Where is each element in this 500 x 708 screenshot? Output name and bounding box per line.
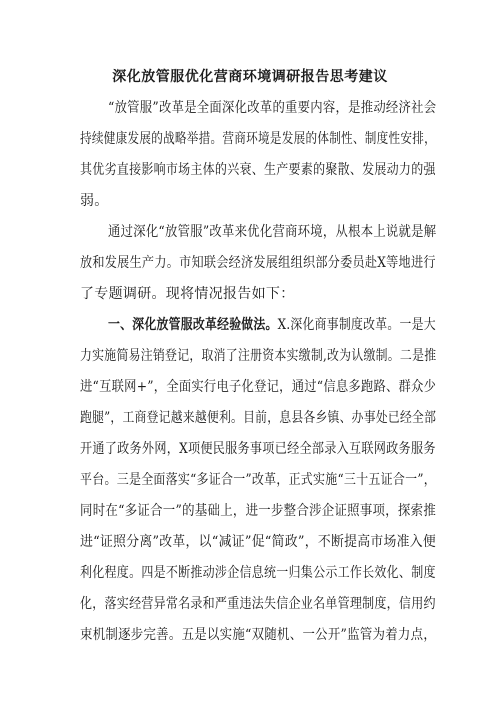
paragraph-3-line-2: 力实施简易注销登记，取消了注册资本实缴制,改为认缴制。二是推 <box>80 348 437 364</box>
paragraph-3-line-6: 平台。三是全面落实“多证合一”改革，正式实施“三十五证合一”， <box>80 472 436 488</box>
section-heading: 一、深化放管服改革经验做法。 <box>108 317 278 333</box>
paragraph-1-line-4: 弱。 <box>80 193 109 209</box>
paragraph-3-line-11: 束机制逐步完善。五是以实施“双随机、一公开”监管为着力点， <box>80 627 437 643</box>
document-title: 深化放管服优化营商环境调研报告思考建议 <box>112 69 388 85</box>
paragraph-3-line-8: 进“证照分离”改革，以“减证”促“简政”，不断提高市场准入便 <box>80 534 436 550</box>
paragraph-3-line-7: 同时在“多证合一”的基础上，进一步整合涉企证照事项，探索推 <box>80 503 437 519</box>
paragraph-3-line-1-rest: X.深化商事制度改革。一是大 <box>277 317 436 333</box>
paragraph-2-line-1: 通过深化“放管服”改革来优化营商环境，从根本上说就是解 <box>108 224 437 240</box>
paragraph-1-line-1: “放管服”改革是全面深化改革的重要内容，是推动经济社会 <box>108 100 437 116</box>
paragraph-3-line-3: 进“互联网+”，全面实行电子化登记，通过“信息多跑路、群众少 <box>80 379 437 395</box>
paragraph-3-line-1 <box>108 316 436 334</box>
paragraph-2-line-2: 放和发展生产力。市知联会经济发展组组织部分委员赴X等地进行 <box>80 255 436 271</box>
paragraph-1-line-3: 其优劣直接影响市场主体的兴衰、生产要素的聚散、发展动力的强 <box>80 162 436 178</box>
paragraph-1-line-2: 持续健康发展的战略举措。营商环境是发展的体制性、制度性安排， <box>80 131 436 147</box>
paragraph-3-line-9: 利化程度。四是不断推动涉企信息统一归集公示工作长效化、制度 <box>80 565 436 581</box>
paragraph-3-line-4: 跑腿”，工商登记越来越便利。目前，息县各乡镇、办事处已经全部 <box>80 410 437 426</box>
paragraph-2-line-3: 了专题调研。现将情况报告如下： <box>80 286 295 302</box>
paragraph-3-line-5: 开通了政务外网，X项便民服务事项已经全部录入互联网政务服务 <box>80 441 436 457</box>
paragraph-3-line-10: 化，落实经营异常名录和严重违法失信企业名单管理制度，信用约 <box>80 596 436 612</box>
